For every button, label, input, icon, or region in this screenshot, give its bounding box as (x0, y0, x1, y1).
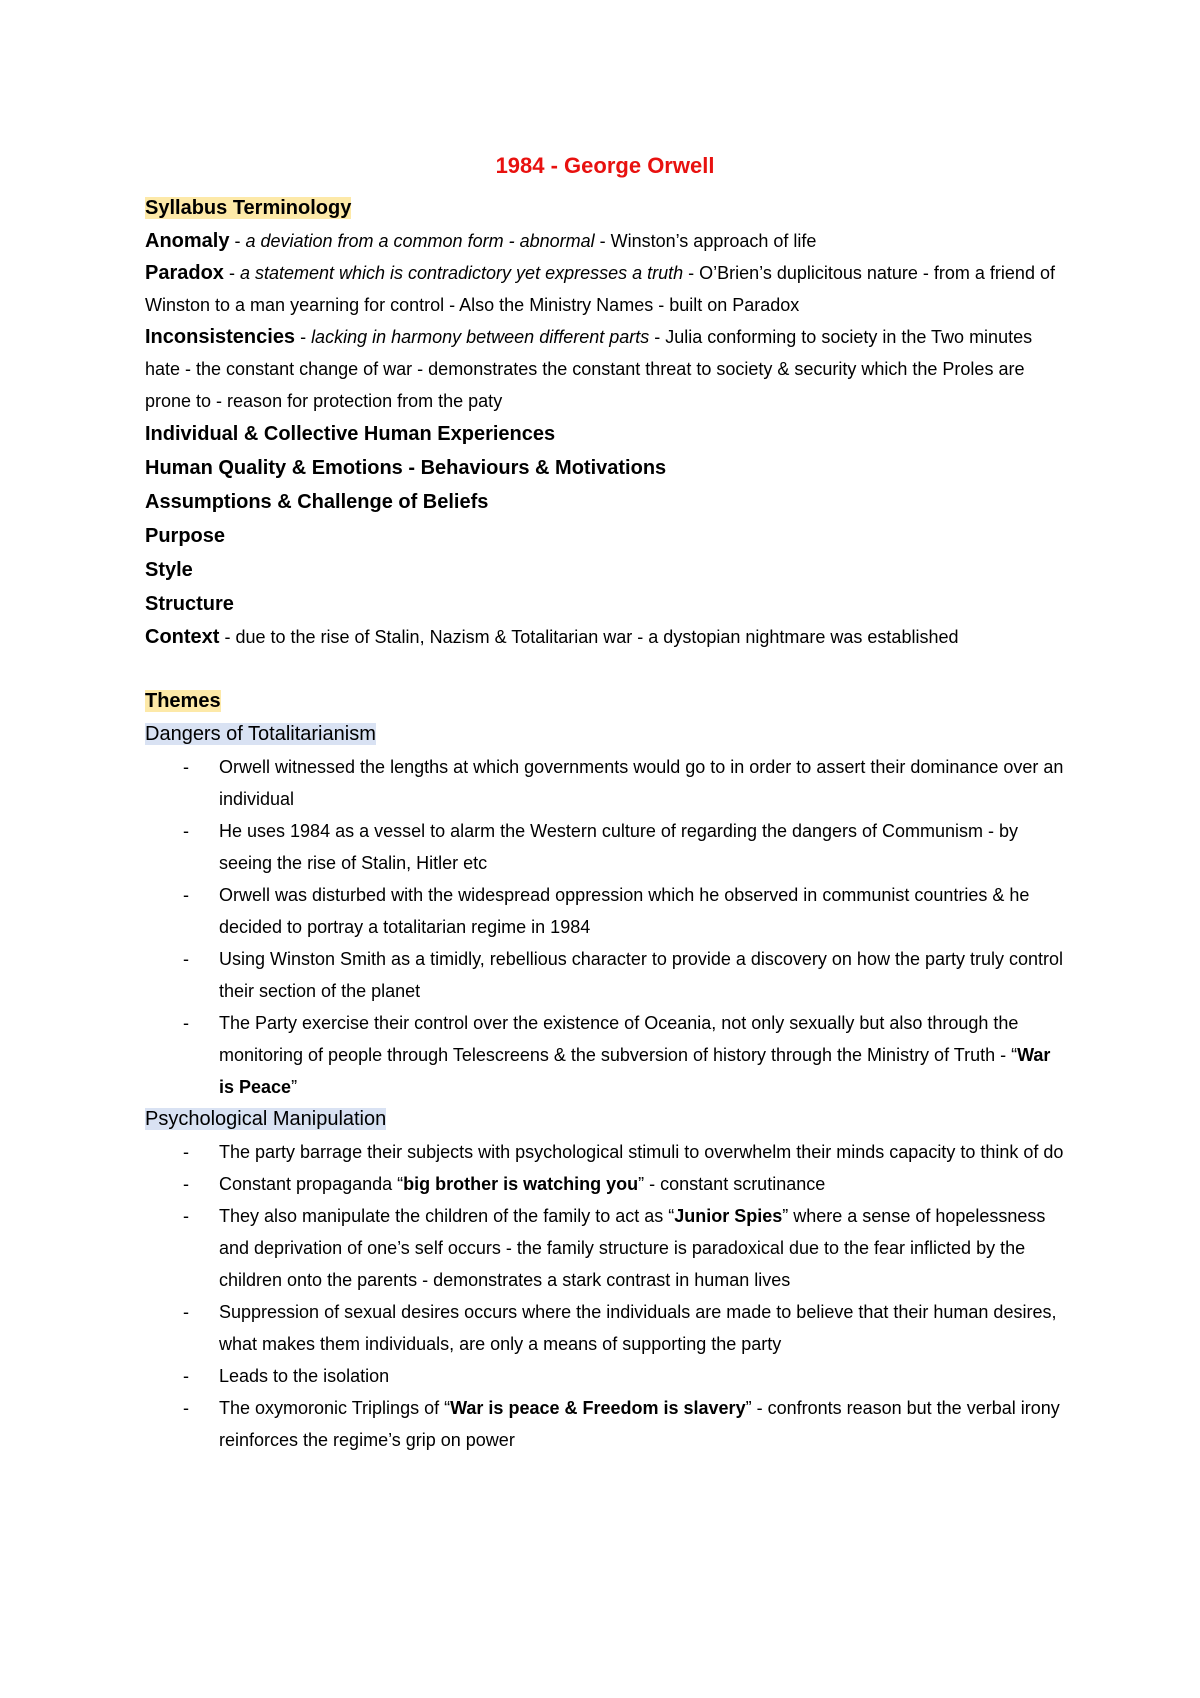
concept-heading: Structure (145, 593, 234, 615)
bold-quote: Junior Spies (674, 1206, 783, 1226)
list-item (145, 1296, 1065, 1360)
term-entry (145, 225, 1065, 257)
bullet-dash: - (183, 821, 189, 841)
term-separator: - (229, 231, 246, 251)
list-item (145, 1136, 1065, 1168)
bold-quote: War is peace & Freedom is slavery (450, 1398, 746, 1418)
bullet-dash: - (183, 885, 189, 905)
bullet-dash: - (183, 1206, 189, 1226)
theme-bullet-list (145, 1136, 1065, 1456)
bullet-text: ” - confronts reason but the verbal irony reinforces the regime’s grip on power (219, 1398, 1060, 1450)
bullet-text: Leads to the isolation (219, 1366, 390, 1386)
theme-heading (145, 718, 1065, 751)
bullet-text: Suppression of sexual desires occurs where the individuals are made to believe that their human desires, what makes them individuals, are only a means of supporting the party (219, 1302, 1057, 1354)
list-item (145, 1168, 1065, 1200)
term-word: Inconsistencies (145, 326, 296, 348)
concept-list (145, 417, 1065, 621)
term-word: Anomaly (145, 230, 230, 252)
bullet-dash: - (183, 1013, 189, 1033)
theme-heading-text: Psychological Manipulation (145, 1108, 387, 1130)
bullet-dash: - (183, 1174, 189, 1194)
term-separator: - (295, 327, 312, 347)
concept-heading: Human Quality & Emotions - Behaviours & Motivations (145, 457, 667, 479)
document-title: 1984 - George Orwell (495, 153, 715, 178)
list-item (145, 815, 1065, 879)
syllabus-heading (145, 192, 1065, 225)
bullet-dash: - (183, 1366, 189, 1386)
list-item (145, 1392, 1065, 1456)
term-note: - Winston’s approach of life (594, 231, 817, 251)
list-item (145, 1007, 1065, 1103)
term-entry (145, 321, 1065, 417)
bold-quote: War is Peace (219, 1045, 1051, 1097)
term-definition: a deviation from a common form - abnormal (245, 231, 595, 251)
bullet-dash: - (183, 757, 189, 777)
concept-heading: Style (145, 559, 193, 581)
bullet-text: The oxymoronic Triplings of “ (219, 1398, 451, 1418)
bullet-text: Orwell was disturbed with the widespread oppression which he observed in communist countries & he decided to portray a totalitarian regime in 1984 (219, 885, 1030, 937)
bold-quote: big brother is watching you (403, 1174, 639, 1194)
list-item (145, 1200, 1065, 1296)
bullet-text: The party barrage their subjects with psychological stimuli to overwhelm their minds capacity to think of do (219, 1142, 1064, 1162)
bullet-text: ” where a sense of hopelessness and deprivation of one’s self occurs - the family structure is paradoxical due to the fear inflicted by the children onto the parents - demonstrates a stark contrast in human lives (219, 1206, 1046, 1290)
terms-list (145, 225, 1065, 417)
context-line (145, 621, 1065, 653)
list-item (145, 943, 1065, 1007)
syllabus-heading-text: Syllabus Terminology (145, 197, 352, 219)
theme-heading (145, 1103, 1065, 1136)
term-definition: lacking in harmony between different parts (311, 327, 650, 347)
concept-heading: Assumptions & Challenge of Beliefs (145, 491, 489, 513)
bullet-dash: - (183, 949, 189, 969)
bullet-text: Orwell witnessed the lengths at which governments would go to in order to assert their dominance over an individual (219, 757, 1064, 809)
term-definition: a statement which is contradictory yet expresses a truth (239, 263, 684, 283)
document-content (145, 148, 1065, 1456)
term-separator: - (223, 263, 240, 283)
context-term: Context (145, 626, 220, 648)
context-note: - due to the rise of Stalin, Nazism & Totalitarian war - a dystopian nightmare was established (219, 627, 959, 647)
bullet-dash: - (183, 1398, 189, 1418)
list-item (145, 1360, 1065, 1392)
term-word: Paradox (145, 262, 224, 284)
term-note: - Julia conforming to society in the Two minutes hate - the constant change of war - demonstrates the constant threat to society & security which the Proles are prone to - reason for protection from the paty (145, 327, 1033, 411)
bullet-text: The Party exercise their control over the existence of Oceania, not only sexually but also through the monitoring of people through Telescreens & the subversion of history through the Ministry of Truth - “ (219, 1013, 1019, 1065)
bullet-dash: - (183, 1142, 189, 1162)
list-item (145, 751, 1065, 815)
concept-heading: Purpose (145, 525, 226, 547)
themes-heading (145, 685, 1065, 718)
term-note: - O’Brien’s duplicitous nature - from a friend of Winston to a man yearning for control - Also the Ministry Names - built on Paradox (145, 263, 1055, 315)
bullet-text: ” - constant scrutinance (638, 1174, 826, 1194)
term-entry (145, 257, 1065, 321)
theme-bullet-list (145, 751, 1065, 1103)
bullet-text: They also manipulate the children of the family to act as “ (219, 1206, 675, 1226)
bullet-text: Using Winston Smith as a timidly, rebellious character to provide a discovery on how the party truly control their section of the planet (219, 949, 1064, 1001)
list-item (145, 879, 1065, 943)
theme-heading-text: Dangers of Totalitarianism (145, 723, 376, 745)
bullet-text: He uses 1984 as a vessel to alarm the Western culture of regarding the dangers of Communism - by seeing the rise of Stalin, Hitler etc (219, 821, 1019, 873)
themes-heading-text: Themes (145, 690, 221, 712)
concept-heading: Individual & Collective Human Experiences (145, 423, 556, 445)
themes-list (145, 718, 1065, 1456)
bullet-text: Constant propaganda “ (219, 1174, 404, 1194)
spacer (145, 653, 1065, 685)
bullet-dash: - (183, 1302, 189, 1322)
bullet-text: ” (291, 1077, 298, 1097)
